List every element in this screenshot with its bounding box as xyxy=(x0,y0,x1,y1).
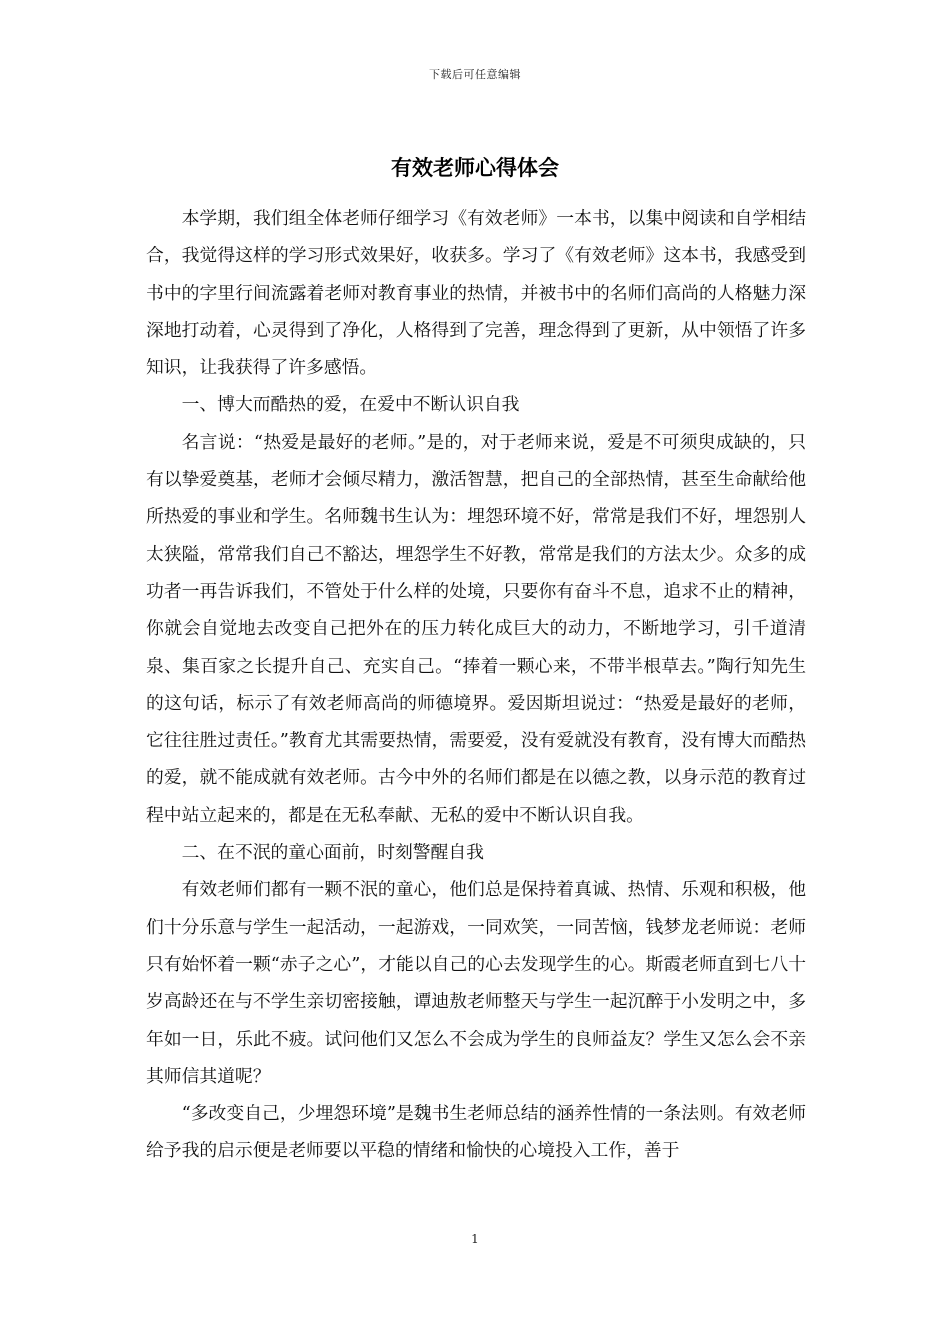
paragraph-section-2: 有效老师们都有一颗不泯的童心，他们总是保持着真诚、热情、乐观和积极，他们十分乐意与学生一起活动，一起游戏，一同欢笑，一同苦恼，钱梦龙老师说：老师只有始怀着一颗“赤子之心”，才能以自己的心去发现学生的心。斯霞老师直到七八十岁高龄还在与不学生亲切密接触，谭迪敖老师整天与学生一起沉醉于小发明之中，多年如一日，乐此不疲。试问他们又怎么不会成为学生的良师益友？学生又怎么会不亲其师信其道呢？ xyxy=(146,879,806,1087)
document-body xyxy=(146,200,806,1170)
paragraph-intro: 本学期，我们组全体老师仔细学习《有效老师》一本书，以集中阅读和自学相结合，我觉得这样的学习形式效果好，收获多。学习了《有效老师》这本书，我感受到书中的字里行间流露着老师对教育事业的热情，并被书中的名师们高尚的人格魅力深深地打动着，心灵得到了净化，人格得到了完善，理念得到了更新，从中领悟了许多知识，让我获得了许多感悟。 xyxy=(146,208,806,379)
section-heading-2: 二、在不泯的童心面前，时刻警醒自我 xyxy=(181,842,484,864)
document-title: 有效老师心得体会 xyxy=(391,155,559,180)
page-number: 1 xyxy=(471,1232,479,1246)
header-note: 下载后可任意编辑 xyxy=(429,68,521,81)
paragraph-section-1: 名言说：“热爱是最好的老师。”是的，对于老师来说，爱是不可须臾成缺的，只有以挚爱奠基，老师才会倾尽精力，激活智慧，把自己的全部热情，甚至生命献给他所热爱的事业和学生。名师魏书生认为：埋怨环境不好，常常是我们不好，埋怨别人太狭隘，常常我们自己不豁达，埋怨学生不好教，常常是我们的方法太少。众多的成功者一再告诉我们，不管处于什么样的处境，只要你有奋斗不息，追求不止的精神，你就会自觉地去改变自己把外在的压力转化成巨大的动力，不断地学习，引千道清泉、集百家之长提升自己、充实自己。“捧着一颗心来，不带半根草去。”陶行知先生的这句话，标示了有效老师高尚的师德境界。爱因斯坦说过：“热爱是最好的老师，它往往胜过责任。”教育尤其需要热情，需要爱，没有爱就没有教育，没有博大而酷热的爱，就不能成就有效老师。古今中外的名师们都是在以德之教，以身示范的教育过程中站立起来的，都是在无私奉献、无私的爱中不断认识自我。 xyxy=(146,431,806,826)
section-heading-1: 一、博大而酷热的爱，在爱中不断认识自我 xyxy=(181,394,520,416)
paragraph-section-2-continued: “多改变自己，少埋怨环境”是魏书生老师总结的涵养性情的一条法则。有效老师给予我的启示便是老师要以平稳的情绪和愉快的心境投入工作，善于 xyxy=(146,1103,806,1162)
